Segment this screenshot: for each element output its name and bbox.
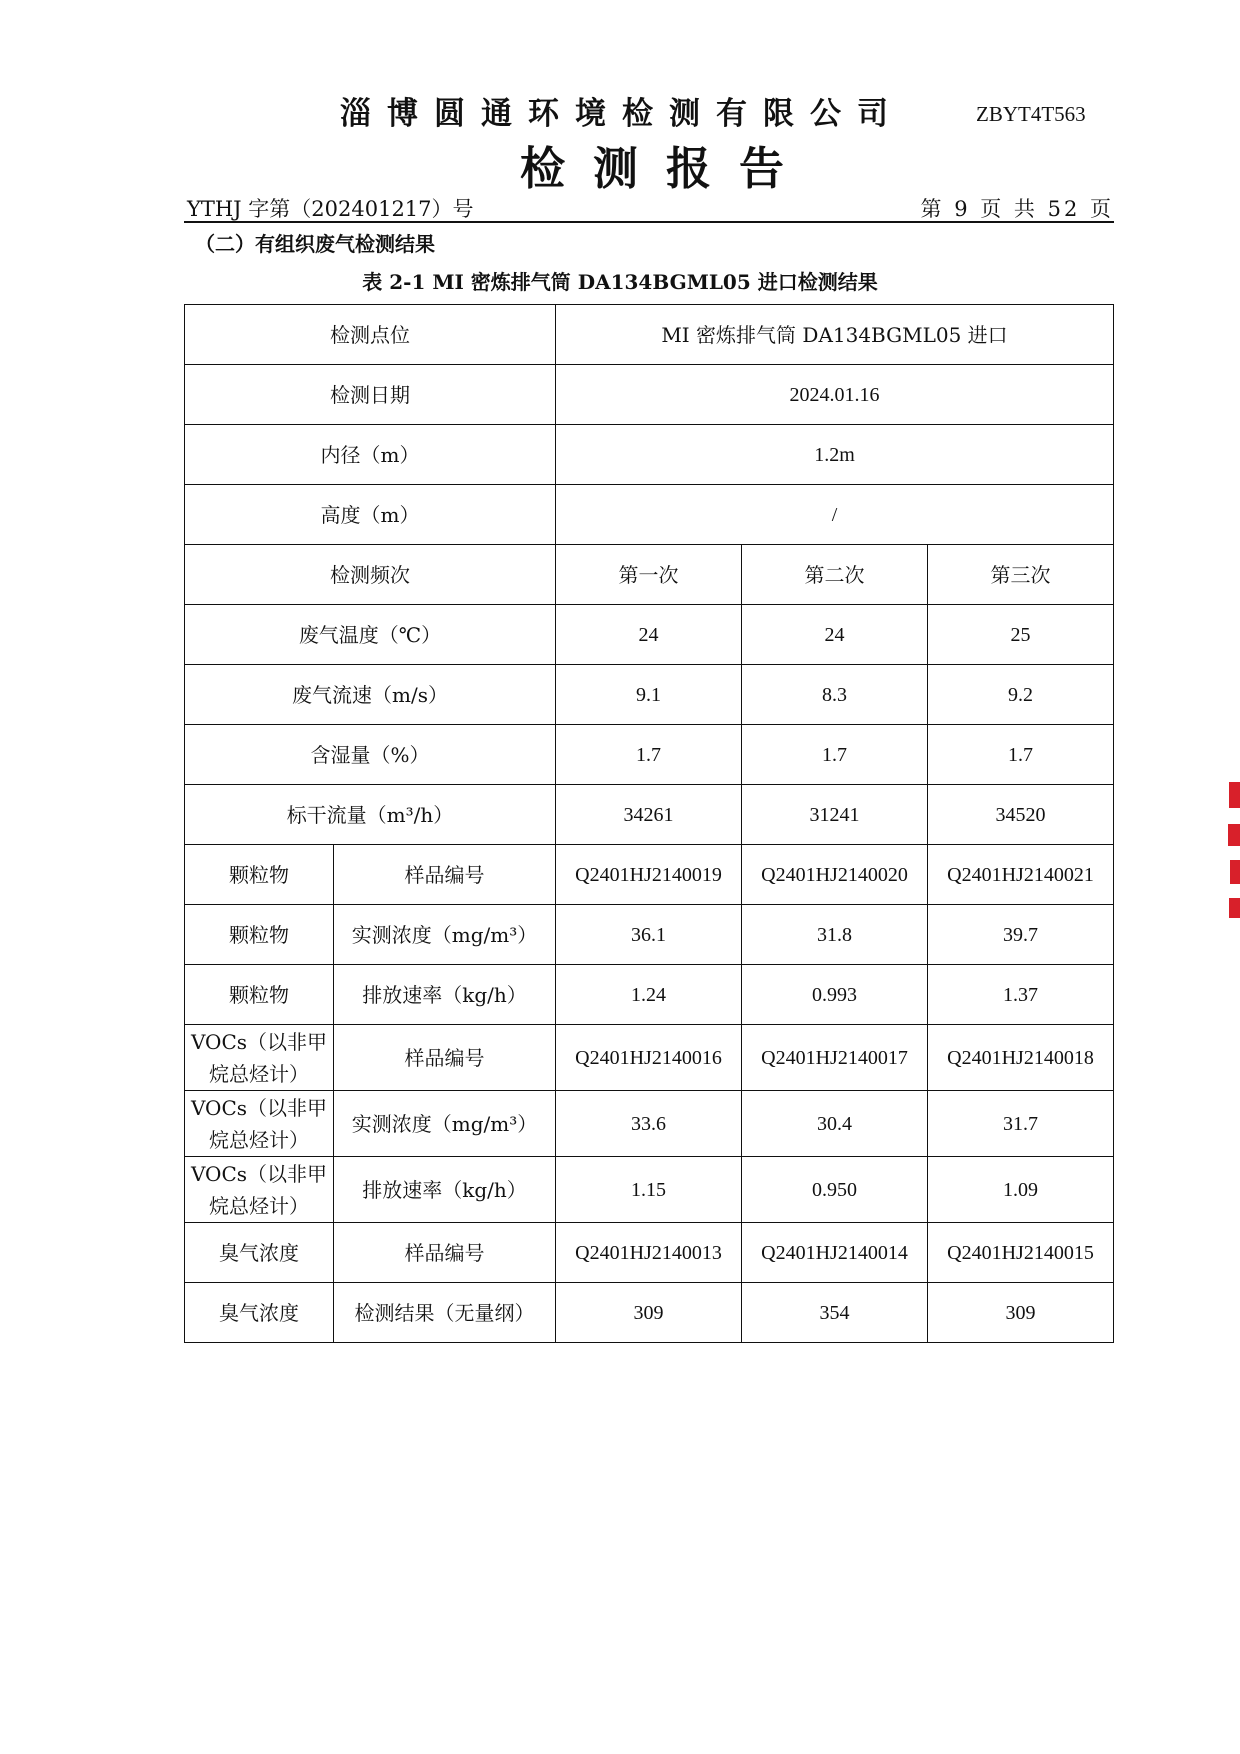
table-row (185, 305, 1114, 365)
param-value: 1.7 (556, 725, 742, 785)
table-row (185, 845, 1114, 905)
seal-stamp (1226, 782, 1240, 932)
info-label: 内径（m） (185, 425, 556, 485)
param-value: 8.3 (742, 665, 928, 725)
pollutant-value: Q2401HJ2140017 (742, 1025, 928, 1091)
table-row (185, 1157, 1114, 1223)
pollutant-value: Q2401HJ2140016 (556, 1025, 742, 1091)
pollutant-item: 实测浓度（mg/m³） (334, 905, 556, 965)
seal-marks (1228, 782, 1240, 918)
pollutant-name: 颗粒物 (185, 845, 334, 905)
table-row (185, 485, 1114, 545)
pollutant-value: Q2401HJ2140013 (556, 1223, 742, 1283)
frequency-cell: 第一次 (556, 545, 742, 605)
frequency-cell: 第二次 (742, 545, 928, 605)
pollutant-value: 1.15 (556, 1157, 742, 1223)
pollutant-value: 31.8 (742, 905, 928, 965)
param-value: 9.1 (556, 665, 742, 725)
pollutant-value: Q2401HJ2140015 (928, 1223, 1114, 1283)
pollutant-item: 样品编号 (334, 845, 556, 905)
param-value: 34520 (928, 785, 1114, 845)
table-row (185, 905, 1114, 965)
table-row (185, 1283, 1114, 1343)
pollutant-name: 颗粒物 (185, 965, 334, 1025)
page-info: 第 9 页 共 52 页 (920, 197, 1114, 221)
pollutant-value: 33.6 (556, 1091, 742, 1157)
pollutant-value: 354 (742, 1283, 928, 1343)
pollutant-value: Q2401HJ2140020 (742, 845, 928, 905)
param-label: 废气流速（m/s） (185, 665, 556, 725)
table-caption: 表 2-1 MI 密炼排气筒 DA134BGML05 进口检测结果 (362, 270, 878, 294)
pollutant-item: 实测浓度（mg/m³） (334, 1091, 556, 1157)
pollutant-name: VOCs（以非甲烷总烃计） (185, 1157, 334, 1223)
param-value: 1.7 (742, 725, 928, 785)
pollutant-item: 样品编号 (334, 1025, 556, 1091)
pollutant-value: 30.4 (742, 1091, 928, 1157)
pollutant-value: 39.7 (928, 905, 1114, 965)
pollutant-value: 0.950 (742, 1157, 928, 1223)
table-row (185, 425, 1114, 485)
table-row (185, 1025, 1114, 1091)
report-title: 检测报告 (520, 142, 813, 195)
info-value: 2024.01.16 (556, 365, 1114, 425)
pollutant-value: 1.37 (928, 965, 1114, 1025)
info-label: 检测日期 (185, 365, 556, 425)
pollutant-name: 臭气浓度 (185, 1283, 334, 1343)
param-value: 31241 (742, 785, 928, 845)
result-table (184, 304, 1114, 1343)
table-row (185, 665, 1114, 725)
report-number: YTHJ 字第（202401217）号 (187, 197, 474, 221)
header-rule (184, 221, 1114, 223)
table-row (185, 725, 1114, 785)
table-row (185, 785, 1114, 845)
table-row (185, 1223, 1114, 1283)
info-label: 检测点位 (185, 305, 556, 365)
section-heading: （二）有组织废气检测结果 (195, 232, 435, 256)
info-value: / (556, 485, 1114, 545)
param-label: 标干流量（m³/h） (185, 785, 556, 845)
pollutant-name: VOCs（以非甲烷总烃计） (185, 1025, 334, 1091)
pollutant-value: 0.993 (742, 965, 928, 1025)
param-value: 25 (928, 605, 1114, 665)
company-name: 淄博圆通环境检测有限公司 (340, 96, 904, 132)
info-label: 高度（m） (185, 485, 556, 545)
info-value: MI 密炼排气筒 DA134BGML05 进口 (556, 305, 1114, 365)
pollutant-value: 309 (556, 1283, 742, 1343)
pollutant-value: 36.1 (556, 905, 742, 965)
param-value: 9.2 (928, 665, 1114, 725)
pollutant-item: 排放速率（kg/h） (334, 965, 556, 1025)
pollutant-value: Q2401HJ2140019 (556, 845, 742, 905)
pollutant-value: Q2401HJ2140021 (928, 845, 1114, 905)
table-row (185, 605, 1114, 665)
frequency-cell: 第三次 (928, 545, 1114, 605)
report-code: ZBYT4T563 (976, 102, 1086, 126)
pollutant-name: VOCs（以非甲烷总烃计） (185, 1091, 334, 1157)
pollutant-item: 样品编号 (334, 1223, 556, 1283)
pollutant-value: 31.7 (928, 1091, 1114, 1157)
frequency-label: 检测频次 (185, 545, 556, 605)
pollutant-value: 1.24 (556, 965, 742, 1025)
table-row (185, 1091, 1114, 1157)
pollutant-value: 309 (928, 1283, 1114, 1343)
param-value: 24 (742, 605, 928, 665)
table-row (185, 365, 1114, 425)
pollutant-value: Q2401HJ2140014 (742, 1223, 928, 1283)
param-label: 废气温度（℃） (185, 605, 556, 665)
info-value: 1.2m (556, 425, 1114, 485)
pollutant-value: Q2401HJ2140018 (928, 1025, 1114, 1091)
pollutant-name: 臭气浓度 (185, 1223, 334, 1283)
param-value: 34261 (556, 785, 742, 845)
pollutant-item: 检测结果（无量纲） (334, 1283, 556, 1343)
param-label: 含湿量（%） (185, 725, 556, 785)
pollutant-item: 排放速率（kg/h） (334, 1157, 556, 1223)
pollutant-name: 颗粒物 (185, 905, 334, 965)
table-row (185, 965, 1114, 1025)
param-value: 1.7 (928, 725, 1114, 785)
param-value: 24 (556, 605, 742, 665)
table-row (185, 545, 1114, 605)
pollutant-value: 1.09 (928, 1157, 1114, 1223)
